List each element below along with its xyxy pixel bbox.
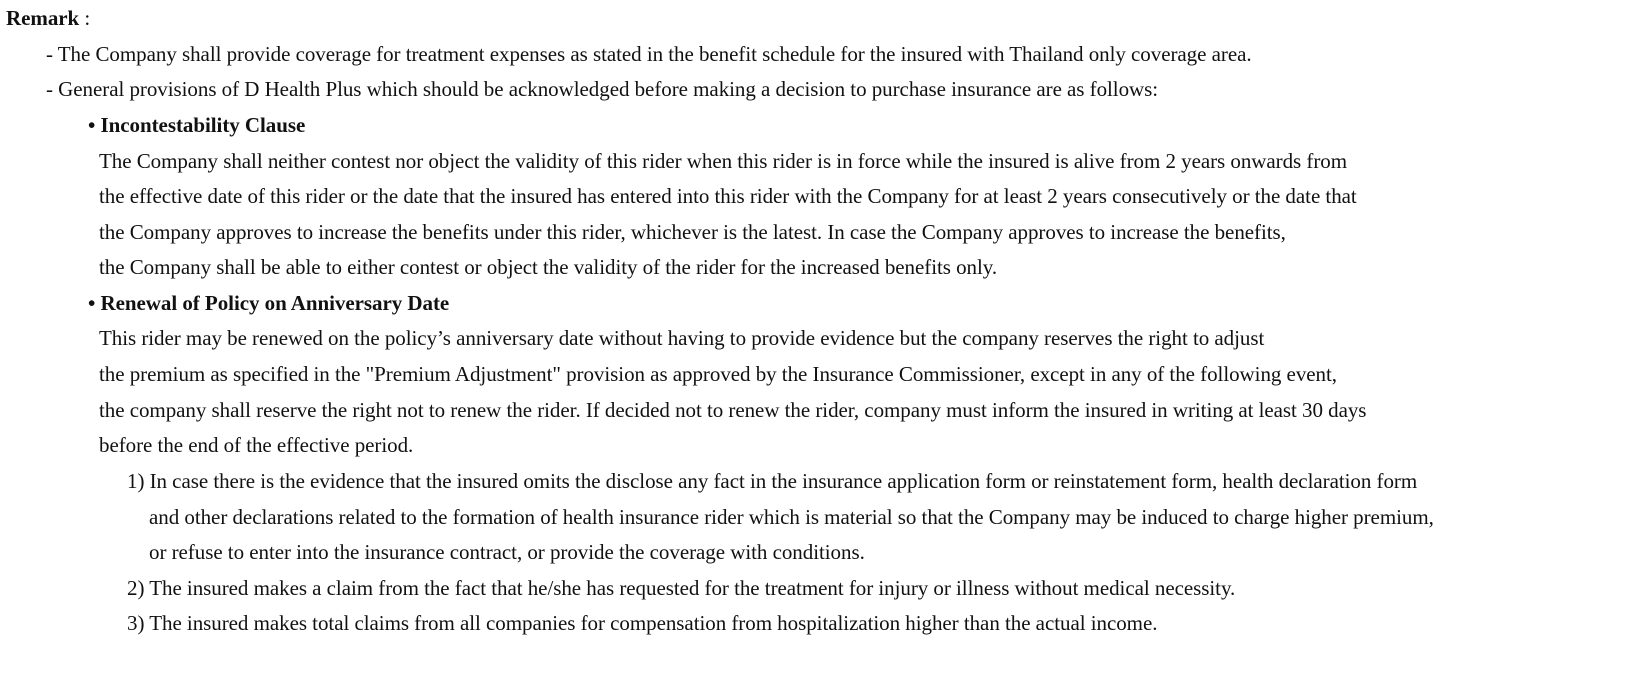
renewal-event-2: 2) The insured makes a claim from the fact that he/she has requested for the treatment for injury or illness without medical necessity. (127, 576, 1236, 600)
coverage-area-item: - The Company shall provide coverage for treatment expenses as stated in the benefit schedule for the insured with Thailand only coverage area. (46, 42, 1252, 66)
incontestability-heading: • Incontestability Clause (88, 113, 306, 137)
remark-heading (6, 5, 90, 31)
incontestability-line: the effective date of this rider or the date that the insured has entered into this rider with the Company for at least 2 years consecutively or the date that (99, 184, 1357, 208)
incontestability-line: the Company approves to increase the benefits under this rider, whichever is the latest. In case the Company approves to increase the benefits, (99, 220, 1286, 244)
renewal-line: This rider may be renewed on the policy’s anniversary date without having to provide evidence but the company reserves the right to adjust (99, 326, 1265, 350)
renewal-line: the premium as specified in the "Premium Adjustment" provision as approved by the Insurance Commissioner, except in any of the following event, (99, 362, 1337, 386)
remark-colon: : (79, 6, 91, 30)
renewal-line: the company shall reserve the right not to renew the rider. If decided not to renew the rider, company must inform the insured in writing at least 30 days (99, 398, 1367, 422)
renewal-line: before the end of the effective period. (99, 433, 414, 457)
renewal-heading: • Renewal of Policy on Anniversary Date (88, 291, 450, 315)
renewal-event-1-continuation: or refuse to enter into the insurance contract, or provide the coverage with conditions. (149, 540, 865, 564)
remark-label: Remark (6, 6, 80, 30)
renewal-event-1: 1) In case there is the evidence that the insured omits the disclose any fact in the insurance application form or reinstatement form, health declaration form (127, 469, 1418, 493)
general-provisions-item: - General provisions of D Health Plus which should be acknowledged before making a decision to purchase insurance are as follows: (46, 77, 1159, 101)
renewal-event-1-continuation: and other declarations related to the formation of health insurance rider which is material so that the Company may be induced to charge higher premium, (149, 505, 1434, 529)
renewal-event-3: 3) The insured makes total claims from all companies for compensation from hospitalization higher than the actual income. (127, 611, 1158, 635)
incontestability-line: The Company shall neither contest nor object the validity of this rider when this rider is in force while the insured is alive from 2 years onwards from (99, 149, 1347, 173)
incontestability-line: the Company shall be able to either contest or object the validity of the rider for the increased benefits only. (99, 255, 998, 279)
